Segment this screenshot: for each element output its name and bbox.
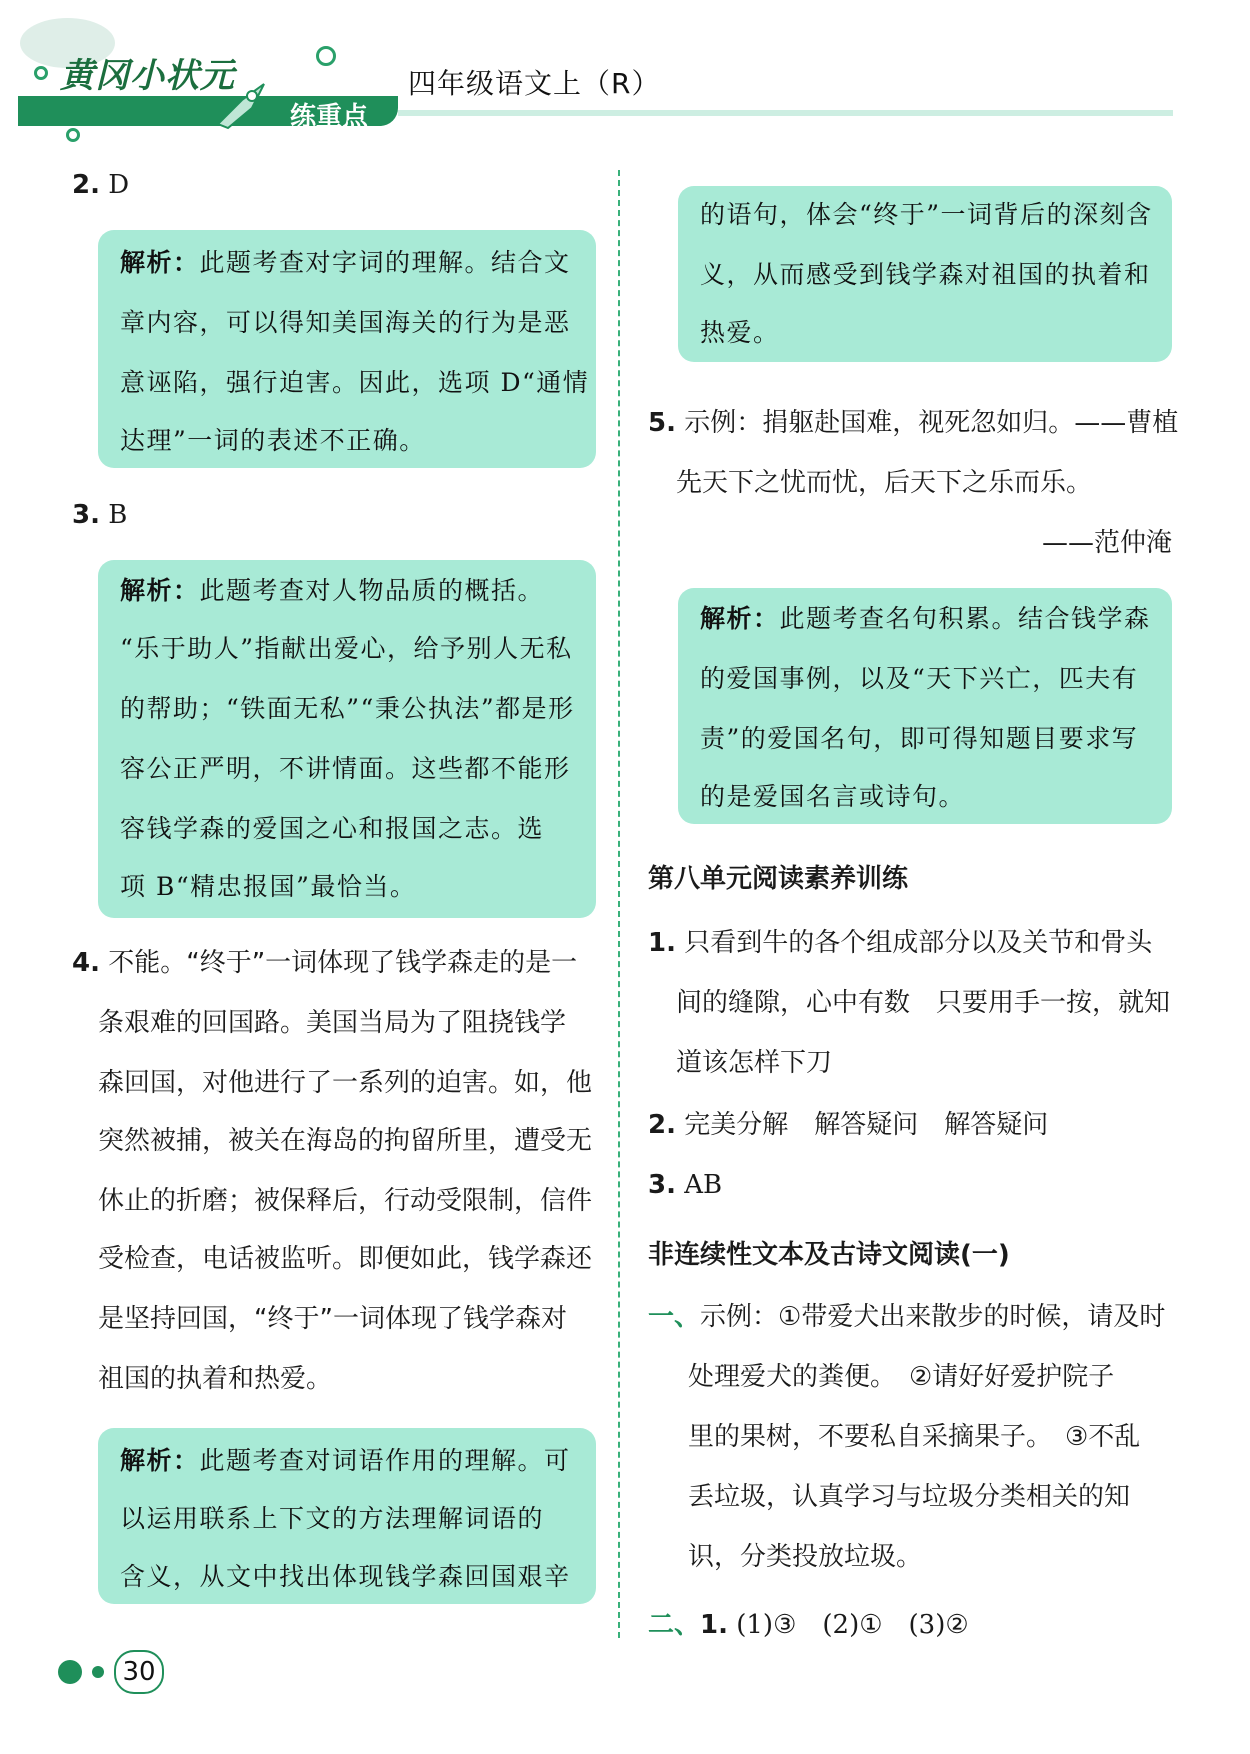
- answer-line: 先天下之忧而忧，后天下之乐而乐。: [676, 468, 1093, 498]
- question-2: [72, 170, 129, 200]
- question-number: 5.: [648, 408, 676, 438]
- question-5: [648, 408, 1178, 438]
- answer-line: 条艰难的回国路。美国当局为了阻挠钱学: [98, 1008, 567, 1038]
- answer-line: 示例：捐躯赴国难，视死忽如归。——曹植: [684, 408, 1179, 438]
- note-line: [120, 576, 544, 606]
- answer-line: 间的缝隙，心中有数 只要用手一按，就知: [676, 988, 1171, 1018]
- answer-line: 不能。“终于”一词体现了钱学森走的是一: [108, 948, 578, 978]
- circle-ornament-icon: [316, 46, 336, 66]
- note-text: 此题考查名句积累。结合钱学森: [779, 604, 1151, 633]
- circle-ornament-icon: [66, 128, 80, 142]
- analysis-label: 解析：: [700, 604, 780, 633]
- answer-line: 丢垃圾，认真学习与垃圾分类相关的知: [688, 1482, 1131, 1512]
- answer-choice: AB: [684, 1170, 723, 1200]
- answer-line: 森回国，对他进行了一系列的迫害。如，他: [98, 1068, 593, 1098]
- note-line: 的语句，体会“终于”一词背后的深刻含: [700, 200, 1153, 229]
- header-rule: [398, 110, 1173, 116]
- section-heading: 第八单元阅读素养训练: [648, 864, 909, 894]
- note-line: 的爱国事例，以及“天下兴亡，匹夫有: [700, 664, 1139, 693]
- note-line: 达理”一词的表述不正确。: [120, 426, 426, 455]
- note-line: 以运用联系上下文的方法理解词语的: [120, 1504, 545, 1533]
- brand-logo: 黄冈小状元: [60, 56, 235, 96]
- note-line: 容钱学森的爱国之心和报国之志。选: [120, 814, 545, 843]
- answer-line: 识，分类投放垃圾。: [688, 1542, 923, 1572]
- circle-ornament-icon: [34, 66, 48, 80]
- analysis-note: [98, 560, 596, 918]
- answer-line: (1)③ (2)① (3)②: [736, 1610, 969, 1640]
- note-line: 义，从而感受到钱学森对祖国的执着和: [700, 260, 1151, 289]
- answer-choice: D: [108, 170, 130, 200]
- analysis-note-continued: [678, 186, 1172, 362]
- answer-line: 是坚持回国，“终于”一词体现了钱学森对: [98, 1304, 567, 1334]
- note-line: [700, 604, 1151, 634]
- section1-answer: [648, 1302, 1165, 1332]
- question-number: 1.: [648, 928, 676, 958]
- note-line: “乐于助人”指献出爱心，给予别人无私: [120, 634, 573, 663]
- analysis-note: [678, 588, 1172, 824]
- answer-line: 受检查，电话被监听。即便如此，钱学森还: [98, 1244, 593, 1274]
- answer-line: 祖国的执着和热爱。: [98, 1364, 333, 1394]
- note-line: [120, 1446, 571, 1476]
- analysis-note: [98, 1428, 596, 1604]
- page-number: 30: [114, 1650, 164, 1694]
- analysis-label: 解析：: [120, 576, 200, 605]
- note-line: 容公正严明，不讲情面。这些都不能形: [120, 754, 571, 783]
- rocket-icon: [212, 78, 274, 130]
- answer-line: 处理爱犬的粪便。 ②请好好爱护院子: [688, 1362, 1115, 1392]
- analysis-label: 解析：: [120, 248, 200, 277]
- footer-dot-icon: [58, 1660, 82, 1684]
- series-subtitle: 练重点: [290, 102, 369, 132]
- note-line: 项 B“精忠报国”最恰当。: [120, 872, 417, 901]
- question-number: 1.: [700, 1610, 728, 1640]
- note-text: 此题考查对人物品质的概括。: [199, 576, 545, 605]
- note-line: 意诬陷，强行迫害。因此，选项 D“通情: [120, 368, 590, 397]
- section-number: 一、: [648, 1302, 701, 1332]
- footer-dot-icon: [92, 1666, 104, 1678]
- answer-line: 只看到牛的各个组成部分以及关节和骨头: [684, 928, 1153, 958]
- note-line: 章内容，可以得知美国海关的行为是恶: [120, 308, 571, 337]
- unit8-question-2: [648, 1110, 1048, 1140]
- section-heading: 非连续性文本及古诗文阅读(一): [648, 1240, 1010, 1270]
- answer-line: 休止的折磨；被保释后，行动受限制，信件: [98, 1186, 593, 1216]
- column-divider: [618, 170, 620, 1638]
- answer-choice: B: [108, 500, 128, 530]
- answer-line: 道该怎样下刀: [676, 1048, 833, 1078]
- question-number: 4.: [72, 948, 100, 978]
- question-3: [72, 500, 127, 530]
- question-number: 3.: [72, 500, 100, 530]
- question-number: 2.: [648, 1110, 676, 1140]
- section-number: 二、: [648, 1610, 701, 1640]
- note-line: [120, 248, 571, 278]
- note-text: 此题考查对词语作用的理解。可: [199, 1446, 571, 1475]
- unit8-question-1: [648, 928, 1152, 958]
- quote-attribution: ——范仲淹: [1041, 528, 1172, 558]
- answer-line: 里的果树，不要私自采摘果子。 ③不乱: [688, 1422, 1141, 1452]
- question-4: [72, 948, 577, 978]
- note-line: 的帮助；“铁面无私”“秉公执法”都是形: [120, 694, 575, 723]
- answer-line: 完美分解 解答疑问 解答疑问: [684, 1110, 1049, 1140]
- answer-line: 突然被捕，被关在海岛的拘留所里，遭受无: [98, 1126, 593, 1156]
- unit8-question-3: [648, 1170, 722, 1200]
- question-number: 3.: [648, 1170, 676, 1200]
- section2-answer: [648, 1610, 969, 1640]
- note-line: 热爱。: [700, 318, 780, 347]
- note-text: 此题考查对字词的理解。结合文: [199, 248, 571, 277]
- book-title: 四年级语文上（R）: [408, 67, 661, 100]
- answer-line: 示例：①带爱犬出来散步的时候，请及时: [700, 1302, 1166, 1332]
- note-line: 的是爱国名言或诗句。: [700, 782, 966, 811]
- question-number: 2.: [72, 170, 100, 200]
- note-line: 含义，从文中找出体现钱学森回国艰辛: [120, 1562, 571, 1591]
- analysis-label: 解析：: [120, 1446, 200, 1475]
- note-line: 责”的爱国名句，即可得知题目要求写: [700, 724, 1139, 753]
- analysis-note: [98, 230, 596, 468]
